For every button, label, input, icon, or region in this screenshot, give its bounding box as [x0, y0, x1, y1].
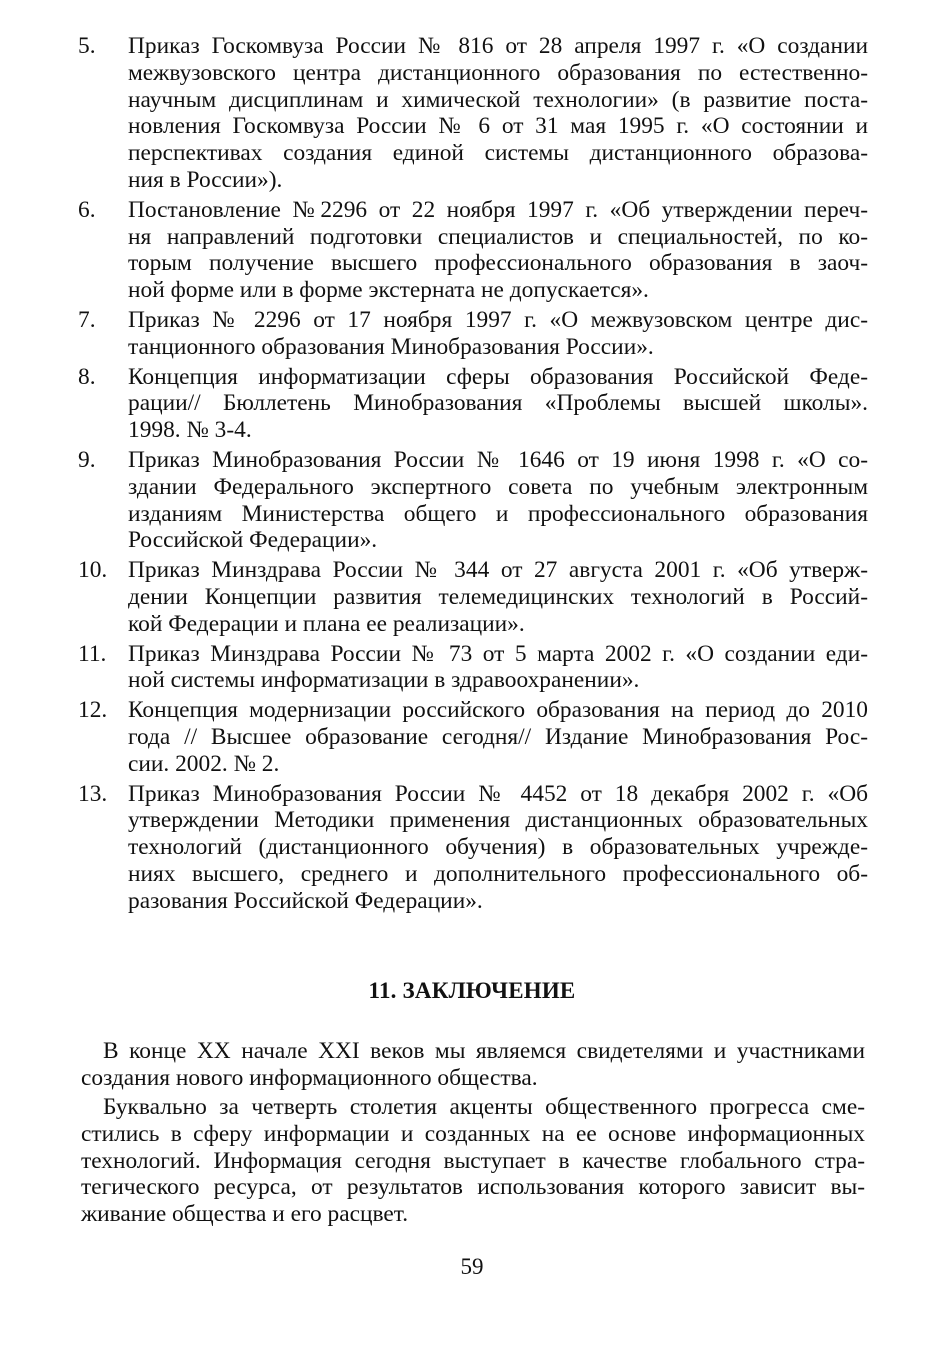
reference-text-line: Приказ Минздрава России № 344 от 27 августа 2001 г. «Об утверж-: [128, 557, 868, 584]
paragraph-line: стились в сферу информации и созданных на ее основе информационных: [81, 1120, 865, 1147]
reference-item: [78, 447, 868, 554]
reference-number: 13.: [78, 780, 108, 807]
paragraph-line: создания нового информационного общества.: [81, 1064, 538, 1091]
paragraph-line: В конце ХХ начале ХХI веков мы являемся свидетелями и участниками: [103, 1038, 865, 1064]
reference-text-line: рации// Бюллетень Минобразования «Проблемы высшей школы».: [128, 390, 868, 417]
reference-text-line: дении Концепции развития телемедицинских технологий в Россий-: [128, 583, 868, 610]
reference-item: [78, 557, 868, 637]
reference-text-line: изданиям Министерства общего и профессионального образования: [128, 500, 868, 527]
reference-number: 9.: [78, 446, 96, 473]
paragraph-line: тегического ресурса, от результатов использования которого зависит вы-: [81, 1174, 865, 1201]
reference-text-line: Постановление №2296 от 22 ноября 1997 г. «Об утверждении переч-: [128, 196, 868, 223]
reference-text-line: года // Высшее образование сегодня// Издание Минобразования Рос-: [128, 723, 868, 750]
reference-text-line: Концепция модернизации российского образования на период до 2010: [128, 697, 868, 724]
reference-text-line: ня направлений подготовки специалистов и специальностей, по ко-: [128, 223, 868, 250]
reference-number: 8.: [78, 363, 96, 390]
reference-number: 12.: [78, 697, 108, 724]
reference-text-line: Приказ № 2296 от 17 ноября 1997 г. «О межвузовском центре дис-: [128, 306, 868, 333]
reference-item: [78, 307, 868, 361]
paragraph-line: технологий. Информация сегодня выступает в качестве глобального стра-: [81, 1147, 865, 1174]
reference-text-line: перспективах создания единой системы дистанционного образова-: [128, 140, 868, 167]
reference-text-line: торым получение высшего профессионального образования в заоч-: [128, 250, 868, 277]
reference-text-line: Российской Федерации».: [128, 527, 378, 554]
reference-number: 6.: [78, 196, 96, 223]
reference-number: 5.: [78, 33, 96, 59]
reference-text-line: научным дисциплинам и химической технологии» (в развитие поста-: [128, 86, 868, 113]
reference-text-line: кой Федерации и плана ее реализации».: [128, 610, 525, 637]
reference-text-line: здании Федерального экспертного совета по учебным электронным: [128, 473, 868, 500]
reference-text-line: танционного образования Минобразования России».: [128, 333, 654, 360]
reference-text-line: ной форме или в форме экстерната не допускается».: [128, 277, 649, 304]
reference-text-line: технологий (дистанционного обучения) в образовательных учрежде-: [128, 834, 868, 861]
reference-text-line: сии. 2002. № 2.: [128, 750, 280, 777]
page-number: 59: [460, 1254, 484, 1279]
reference-text-line: Концепция информатизации сферы образования Российской Феде-: [128, 363, 868, 390]
reference-text-line: Приказ Минобразования России № 1646 от 19 июня 1998 г. «О со-: [128, 446, 868, 473]
reference-list: [78, 33, 868, 918]
reference-text-line: ния в России»).: [128, 166, 283, 193]
paragraph-line: живание общества и его расцвет.: [81, 1201, 409, 1228]
reference-text-line: разования Российской Федерации».: [128, 887, 483, 914]
section-title: 11. ЗАКЛЮЧЕНИЕ: [368, 978, 576, 1003]
reference-text-line: Приказ Минобразования России № 4452 от 18 декабря 2002 г. «Об: [128, 780, 868, 807]
reference-text-line: утверждении Методики применения дистанционных образовательных: [128, 807, 868, 834]
reference-item: [78, 364, 868, 444]
reference-item: [78, 33, 868, 194]
reference-text-line: 1998. № 3-4.: [128, 417, 252, 444]
reference-item: [78, 697, 868, 777]
reference-number: 7.: [78, 306, 96, 333]
reference-text-line: Приказ Минздрава России № 73 от 5 марта 2002 г. «О создании еди-: [128, 640, 868, 667]
reference-text-line: Приказ Госкомвуза России № 816 от 28 апреля 1997 г. «О создании: [128, 33, 868, 59]
reference-text-line: новления Госкомвуза России № 6 от 31 мая 1995 г. «О состоянии и: [128, 113, 868, 140]
reference-number: 11.: [78, 640, 107, 667]
body-paragraph: [81, 1094, 865, 1228]
reference-item: [78, 641, 868, 695]
body-paragraph: [81, 1038, 865, 1092]
paragraph-line: Буквально за четверть столетия акценты общественного прогресса сме-: [103, 1094, 865, 1120]
reference-number: 10.: [78, 557, 108, 584]
reference-item: [78, 197, 868, 304]
reference-text-line: ной системы информатизации в здравоохранении».: [128, 667, 640, 694]
reference-text-line: ниях высшего, среднего и дополнительного профессионального об-: [128, 860, 868, 887]
reference-text-line: межвузовского центра дистанционного образования по естественно-: [128, 59, 868, 86]
reference-item: [78, 781, 868, 915]
